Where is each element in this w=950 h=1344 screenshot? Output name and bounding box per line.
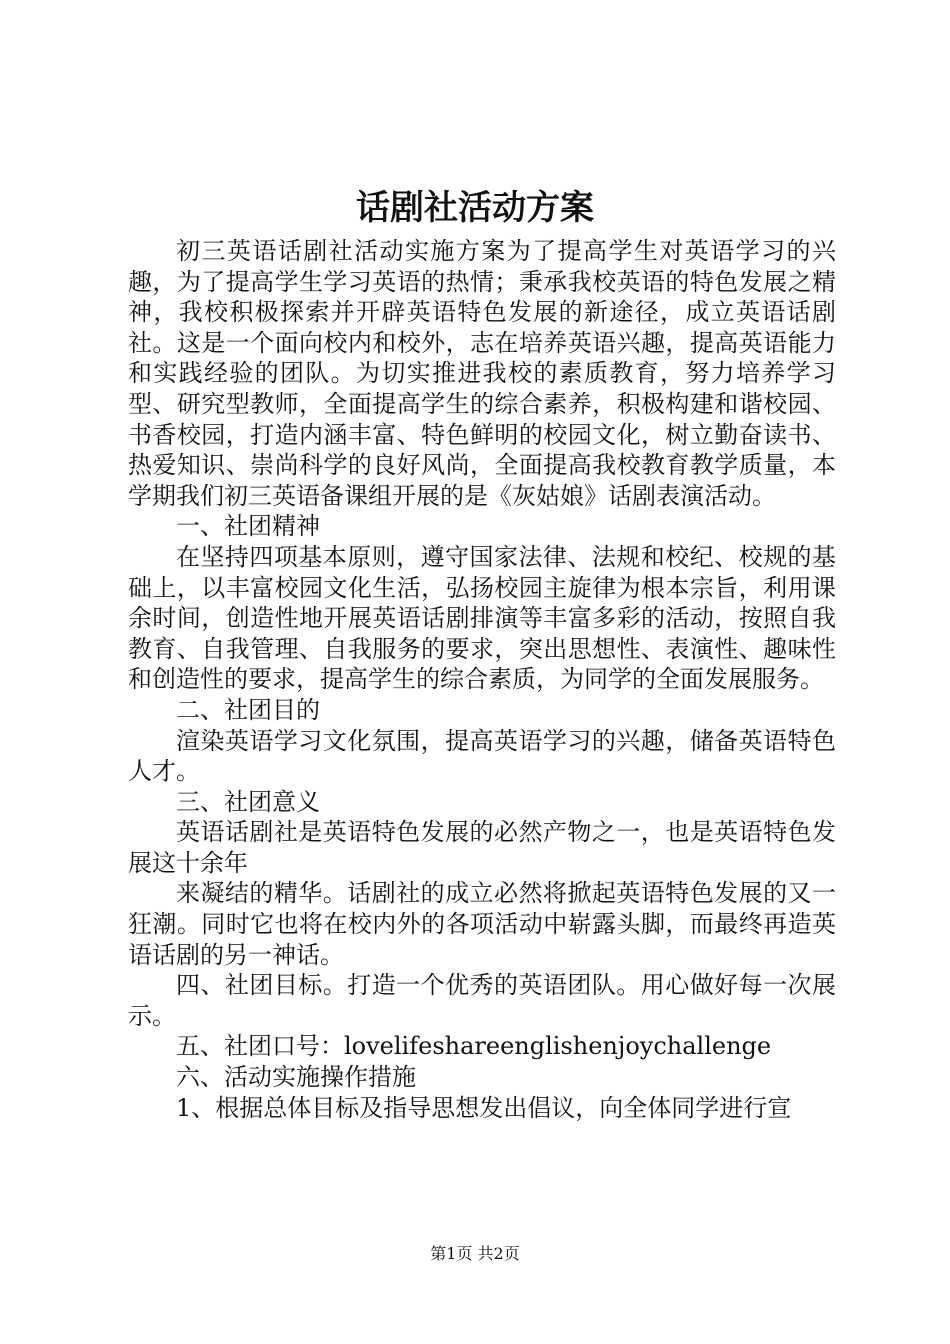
paragraph-club-purpose: 渲染英语学习文化氛围，提高英语学习的兴趣，储备英语特色人才。 (128, 726, 836, 786)
heading-implementation: 六、活动实施操作措施 (176, 1063, 416, 1092)
page-footer: 第1页 共2页 (430, 1244, 520, 1263)
paragraph-club-significance-2: 来凝结的精华。话剧社的成立必然将掀起英语特色发展的又一狂潮。同时它也将在校内外的各项活动中崭露头脚，而最终再造英语话剧的另一神话。 (128, 879, 836, 969)
paragraph-club-significance-1: 英语话剧社是英语特色发展的必然产物之一，也是英语特色发展这十余年 (128, 818, 836, 877)
paragraph-club-spirit: 在坚持四项基本原则，遵守国家法律、法规和校纪、校规的基础上，以丰富校园文化生活，弘扬校园主旋律为根本宗旨，利用课余时间，创造性地开展英语话剧排演等丰富多彩的活动，按照自我教育、自我管理、自我服务的要求，突出思想性、表演性、趣味性和创造性的要求，提高学生的综合素质，为同学的全面发展服务。 (128, 542, 836, 694)
paragraph-club-slogan: 五、社团口号：lovelifeshareenglishenjoychallenge (176, 1032, 772, 1061)
heading-club-significance: 三、社团意义 (176, 787, 320, 816)
document-body (128, 236, 836, 1123)
paragraph-club-goal: 四、社团目标。打造一个优秀的英语团队。用心做好每一次展示。 (128, 971, 836, 1030)
paragraph-intro: 初三英语话剧社活动实施方案为了提高学生对英语学习的兴趣，为了提高学生学习英语的热情；秉承我校英语的特色发展之精神，我校积极探索并开辟英语特色发展的新途径，成立英语话剧社。这是一个面向校内和校外，志在培养英语兴趣，提高英语能力和实践经验的团队。为切实推进我校的素质教育，努力培养学习型、研究型教师，全面提高学生的综合素养，积极构建和谐校园、书香校园，打造内涵丰富、特色鲜明的校园文化，树立勤奋读书、热爱知识、崇尚科学的良好风尚，全面提高我校教育教学质量，本学期我们初三英语备课组开展的是《灰姑娘》话剧表演活动。 (128, 237, 836, 510)
heading-club-spirit: 一、社团精神 (176, 512, 320, 541)
heading-club-purpose: 二、社团目的 (176, 695, 320, 724)
document-title: 话剧社活动方案 (356, 188, 594, 228)
paragraph-implementation-1: 1、根据总体目标及指导思想发出倡议，向全体同学进行宣 (176, 1093, 792, 1122)
